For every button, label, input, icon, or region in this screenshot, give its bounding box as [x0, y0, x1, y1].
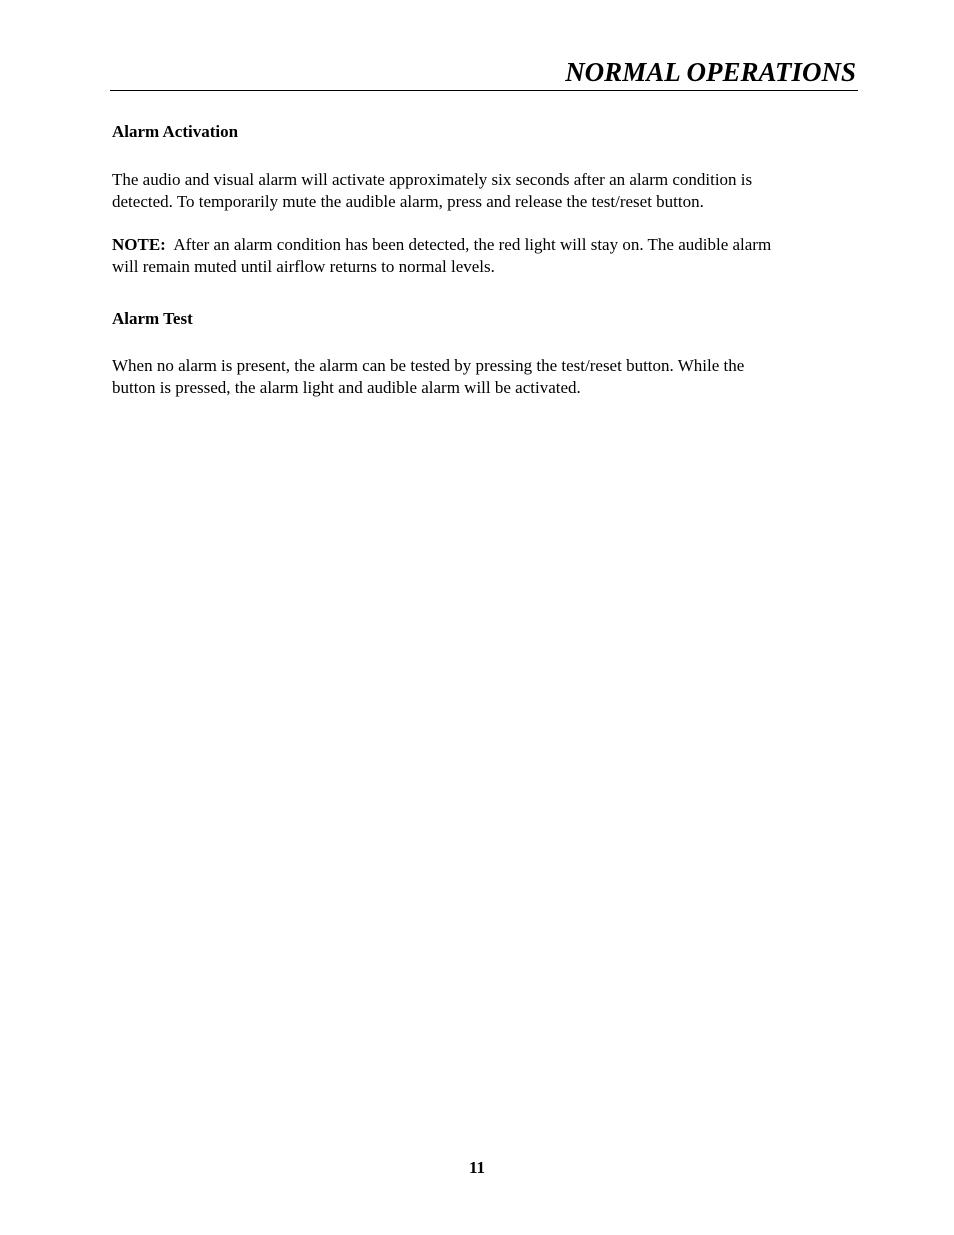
note-first-line: [112, 234, 852, 256]
note-text: After an alarm condition has been detected, the red light will stay on. The audible alarm: [173, 235, 772, 254]
alarm-test-paragraph: [112, 355, 852, 398]
page-header: [110, 54, 858, 91]
section-heading-alarm-activation: Alarm Activation: [112, 122, 239, 141]
note-label: NOTE:: [112, 235, 166, 254]
page-title: NORMAL OPERATIONS: [565, 57, 856, 87]
paragraph-line: detected. To temporarily mute the audible alarm, press and release the test/reset button.: [112, 191, 704, 211]
note-second-line: will remain muted until airflow returns to normal levels.: [112, 256, 495, 276]
page-number: 11: [468, 1158, 486, 1177]
section-heading-alarm-test: Alarm Test: [112, 309, 193, 328]
paragraph-line: When no alarm is present, the alarm can be tested by pressing the test/reset button. While the: [112, 356, 745, 375]
note-paragraph: [112, 234, 852, 277]
paragraph-line: The audio and visual alarm will activate approximately six seconds after an alarm condition is: [112, 170, 753, 189]
alarm-activation-paragraph: [112, 169, 852, 212]
paragraph-line: button is pressed, the alarm light and audible alarm will be activated.: [112, 377, 581, 397]
